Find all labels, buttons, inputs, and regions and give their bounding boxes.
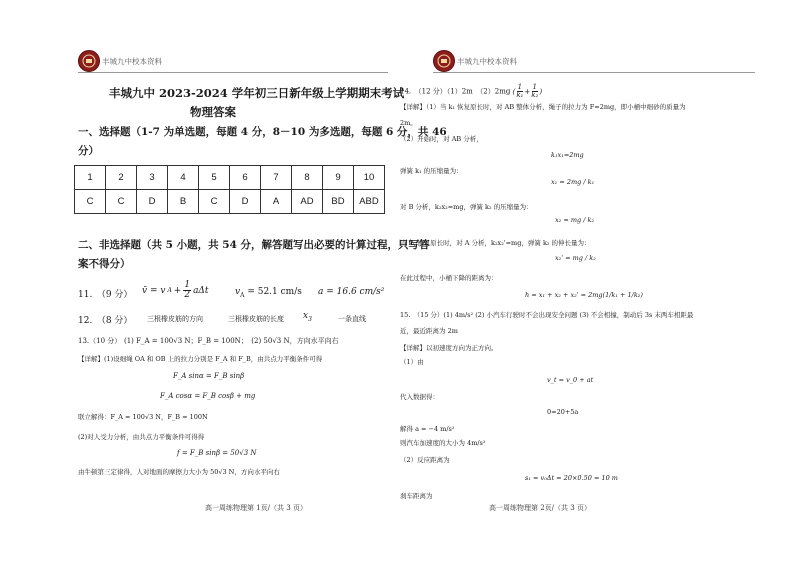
school-logo-icon bbox=[433, 50, 455, 72]
q11-eq-plus: + bbox=[173, 285, 182, 296]
q13-eq2: F_A cosα = F_B cosβ + mg bbox=[160, 392, 256, 400]
question-number: 6 bbox=[230, 166, 261, 190]
q15-part2: （2）反应距离为 bbox=[400, 456, 450, 464]
q12-answer-x3 bbox=[303, 311, 312, 323]
answer-table-numbers-row bbox=[75, 166, 385, 190]
question-number: 9 bbox=[323, 166, 354, 190]
section1-heading: 一、选择题（1-7 为单选题，每题 4 分，8－10 为多选题，每题 6 分，共 46 bbox=[78, 126, 447, 138]
q14-detail-cont: 2m。 bbox=[400, 119, 417, 127]
answer-table-answers-row bbox=[75, 190, 385, 214]
section2-heading: 二、非选择题（共 5 小题，共 54 分，解答题写出必要的计算过程，只写答 bbox=[78, 239, 430, 251]
q14-k1-compress: 弹簧 k₁ 的压缩量为： bbox=[400, 167, 463, 175]
q14-x2-prime: x₂' = mg / k₂ bbox=[555, 254, 596, 262]
q15-brake-distance: 刹车距离为 bbox=[400, 492, 433, 500]
q14-distance: 在此过程中，小桶下降的距离为： bbox=[400, 274, 498, 282]
q14-part2: （2）开始时，对 AB 分析， bbox=[400, 135, 483, 143]
school-header: 丰城九中校本资料 bbox=[457, 57, 517, 66]
q14-frac-expr: ( $\frac{1}{\text{k₁}}$ + $\frac{1}{\text{k₂}}$ ) bbox=[512, 83, 543, 99]
q12-answer-1: 三根橡皮筋的方向 bbox=[147, 315, 203, 323]
q13-solve: 联立解得：F_A = 100√3 N，F_B = 100N bbox=[78, 413, 208, 421]
q14-B-analysis: 对 B 分析，k₂x₂=mg，弹簧 k₂ 的压缩量为： bbox=[400, 203, 533, 211]
q15-label-cont: 近，最近距离为 2m bbox=[400, 327, 458, 335]
question-number: 10 bbox=[354, 166, 385, 190]
q13-detail: 【详解】(1)设细绳 OA 和 OB 上的拉力分别是 F_A 和 F_B，由共点力平衡条件可得 bbox=[78, 355, 323, 363]
q14-x2: x₂ = mg / k₂ bbox=[555, 216, 595, 224]
question-number: 3 bbox=[137, 166, 168, 190]
right-page bbox=[397, 0, 794, 561]
q14-detail: 【详解】（1）当 k₁ 恢复原长时，对 AB 整体分析，绳子的拉力为 F=2mg，即小桶中细砂的质量为 bbox=[400, 103, 686, 111]
exam-subtitle: 物理答案 bbox=[190, 105, 236, 119]
q12-x-sub: 3 bbox=[308, 315, 312, 323]
q15-eq1: v_t = v_0 + at bbox=[547, 376, 594, 384]
answer-cell: B bbox=[168, 190, 199, 214]
q12-x: x bbox=[303, 311, 309, 321]
answer-cell: BD bbox=[323, 190, 354, 214]
q15-part1: （1）由 bbox=[400, 358, 424, 366]
q13-eq1: F_A sinα = F_B sinβ bbox=[173, 372, 245, 380]
q13-answer: (1) F_A = 100√3 N；F_B = 100N； (2) 50√3 N，方向水平向右 bbox=[124, 337, 339, 345]
q15-substitute: 代入数据得： bbox=[400, 393, 439, 401]
section2-heading-cont: 案不得分） bbox=[78, 258, 131, 270]
q11-frac-num: 1 bbox=[184, 280, 191, 290]
q15-eq2: 0=20+5a bbox=[547, 408, 579, 416]
q15-detail: 【详解】以初速度方向为正方向。 bbox=[400, 344, 498, 352]
q15-label: 15. （15 分）(1) 4m/s² (2) 小汽车行驶时不会出现安全问题 (3) 不会相撞，制动后 3s 末两车相距最 bbox=[400, 311, 694, 319]
q11-vA-sub: A bbox=[240, 291, 245, 299]
header-divider bbox=[433, 72, 755, 73]
question-number: 2 bbox=[106, 166, 137, 190]
school-header: 丰城九中校本资料 bbox=[102, 57, 162, 66]
q13-third-law: 由牛顿第三定律得，人对地面的摩擦力大小为 50√3 N，方向水平向右 bbox=[78, 468, 280, 476]
header-divider bbox=[78, 72, 388, 73]
q11-eq-rest: aΔt bbox=[193, 285, 209, 296]
q11-label: 11. （9 分） bbox=[78, 290, 133, 300]
q12-answer-3: 一条直线 bbox=[338, 315, 366, 323]
q14-x1: x₁ = 2mg / k₁ bbox=[551, 178, 595, 186]
question-number: 4 bbox=[168, 166, 199, 190]
answer-table bbox=[74, 165, 385, 214]
q11-vA bbox=[235, 287, 302, 299]
q11-eq-lhs: v̄ = v bbox=[142, 285, 166, 296]
answer-cell: A bbox=[261, 190, 292, 214]
q15-solve-a: 解得 a = −4 m/s² bbox=[400, 425, 455, 433]
answer-cell: C bbox=[75, 190, 106, 214]
q11-acceleration: a = 16.6 cm/s² bbox=[318, 287, 385, 297]
q12-label: 12. （8 分） bbox=[78, 316, 133, 326]
answer-cell: ABD bbox=[354, 190, 385, 214]
question-number: 1 bbox=[75, 166, 106, 190]
q14-h: h = x₁ + x₂ + x₂' = 2mg(1/k₁ + 1/k₂) bbox=[525, 291, 643, 299]
answer-cell: C bbox=[106, 190, 137, 214]
answer-cell: C bbox=[199, 190, 230, 214]
q14-label bbox=[400, 84, 542, 99]
exam-title: 丰城九中 2023-2024 学年初三日新年级上学期期末考试 bbox=[109, 86, 405, 100]
q15-eq3: s₁ = v₀Δt = 20×0.50 = 10 m bbox=[525, 474, 618, 482]
question-number: 8 bbox=[292, 166, 323, 190]
school-logo-icon bbox=[78, 50, 100, 72]
q11-frac-den: 2 bbox=[184, 290, 191, 300]
question-number: 7 bbox=[261, 166, 292, 190]
q11-vA-symbol: v bbox=[235, 287, 241, 297]
answer-cell: AD bbox=[292, 190, 323, 214]
q14-label-text: 14. （12 分）（1）2m （2）2mg bbox=[400, 87, 511, 96]
answer-cell: D bbox=[137, 190, 168, 214]
q13-label: 13.（10 分） bbox=[78, 337, 122, 345]
page-footer: 高一周练物理第 1页/（共 3 页） bbox=[205, 504, 307, 512]
q12-answer-2: 三根橡皮筋的长度 bbox=[228, 315, 284, 323]
q11-equation-vbar bbox=[142, 281, 209, 300]
q11-eq-sub: A bbox=[167, 287, 172, 294]
answer-cell: D bbox=[230, 190, 261, 214]
q13-eq3: f = F_B sinβ = 50√3 N bbox=[177, 449, 257, 457]
q14-A-analysis: 当 k₁ 恢复原长时，对 A 分析，k₂x₂'=mg，弹簧 k₂ 的伸长量为： bbox=[400, 239, 591, 247]
q15-a-magnitude: 则汽车加速度的大小为 4m/s² bbox=[400, 439, 486, 447]
q11-vA-value: = 52.1 cm/s bbox=[247, 287, 302, 297]
section1-heading-cont: 分） bbox=[78, 145, 99, 157]
q14-eq1: k₁x₁=2mg bbox=[551, 151, 584, 159]
page-footer: 高一周练物理第 2页/（共 3 页） bbox=[489, 504, 591, 512]
q13-part2: (2)对人受力分析，由共点力平衡条件可得得 bbox=[78, 433, 205, 441]
question-number: 5 bbox=[199, 166, 230, 190]
q11-eq-frac bbox=[183, 281, 191, 300]
